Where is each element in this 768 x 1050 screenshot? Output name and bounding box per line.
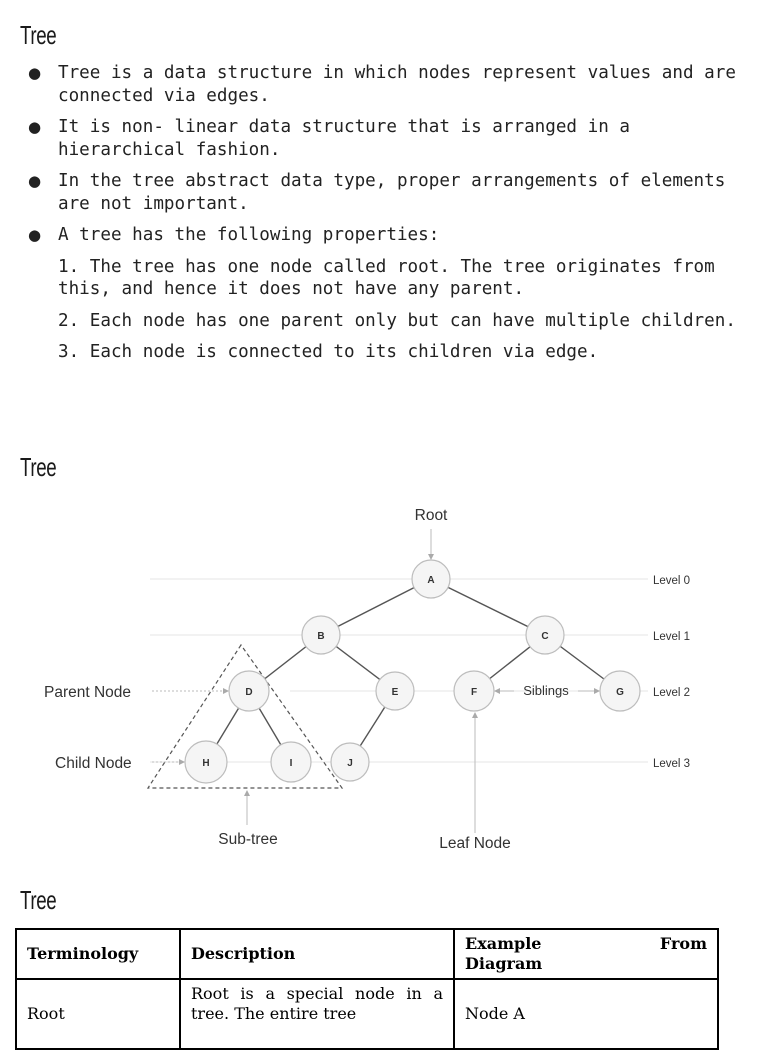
tree-node-g	[600, 671, 640, 711]
bullet-item	[26, 116, 761, 161]
svg-text:B: B	[317, 631, 325, 642]
svg-text:F: F	[470, 687, 478, 698]
svg-text:C: C	[541, 631, 549, 642]
svg-text:J: J	[347, 758, 353, 769]
tree-bullet-list	[26, 62, 761, 373]
section-heading-tree-table: Tree	[20, 885, 57, 915]
cell-terminology: Root	[16, 979, 180, 1049]
bullet-text: Tree is a data structure in which nodes represent values and are connected via edges.	[58, 63, 736, 106]
level-2-label: Level 2	[653, 687, 691, 699]
level-3-label: Level 3	[653, 758, 691, 770]
tree-node-d	[229, 671, 269, 711]
tree-node-a	[412, 560, 450, 598]
terminology-table	[15, 928, 719, 1050]
parent-node-label: Parent Node	[44, 684, 132, 701]
tree-node-i	[271, 742, 311, 782]
cell-description: Root is a special node in a tree. The entire tree	[180, 979, 454, 1049]
header-example-right: From	[659, 934, 707, 953]
section-heading-tree: Tree	[20, 20, 57, 50]
leaf-node-label: Leaf Node	[439, 835, 511, 852]
bullet-dot-icon: ●	[28, 226, 42, 244]
svg-text:G: G	[616, 687, 624, 698]
bullet-text: A tree has the following properties:	[58, 225, 440, 245]
bullet-item	[26, 224, 761, 364]
tree-node-e	[376, 672, 414, 710]
property-item: 3. Each node is connected to its children via edge.	[58, 342, 599, 362]
svg-text:E: E	[391, 687, 399, 698]
child-node-label: Child Node	[55, 755, 132, 772]
property-list	[58, 256, 761, 364]
siblings-label: Siblings	[523, 683, 569, 698]
svg-text:I: I	[289, 758, 293, 769]
cell-example: Node A	[454, 979, 718, 1049]
tree-node-b	[302, 616, 340, 654]
svg-text:D: D	[245, 687, 253, 698]
bullet-text: In the tree abstract data type, proper arrangements of elements are not important.	[58, 171, 726, 214]
level-0-label: Level 0	[653, 575, 691, 587]
header-example	[454, 929, 718, 979]
bullet-text: It is non- linear data structure that is arranged in a hierarchical fashion.	[58, 117, 630, 160]
svg-text:H: H	[202, 758, 210, 769]
tree-node-j	[331, 743, 369, 781]
bullet-dot-icon: ●	[28, 64, 42, 82]
root-label: Root	[414, 507, 448, 524]
tree-diagram	[0, 495, 768, 865]
level-1-label: Level 1	[653, 631, 691, 643]
property-item: 2. Each node has one parent only but can have multiple children.	[58, 310, 736, 331]
header-example-bottom: Diagram	[465, 954, 543, 973]
header-example-left: Example	[465, 934, 542, 953]
bullet-item	[26, 62, 761, 107]
property-item: 1. The tree has one node called root. The tree originates from this, and hence it does not have any parent.	[58, 256, 715, 299]
tree-node-c	[526, 616, 564, 654]
bullet-dot-icon: ●	[28, 118, 42, 136]
sub-tree-outline	[148, 645, 342, 788]
header-description: Description	[180, 929, 454, 979]
tree-edges	[206, 579, 620, 762]
tree-node-f	[454, 671, 494, 711]
tree-node-h	[185, 741, 227, 783]
bullet-dot-icon: ●	[28, 172, 42, 190]
table-row	[16, 979, 718, 1049]
bullet-item	[26, 170, 761, 215]
table-header-row	[16, 929, 718, 979]
header-terminology: Terminology	[16, 929, 180, 979]
svg-text:A: A	[427, 575, 435, 586]
section-heading-tree-diagram: Tree	[20, 452, 57, 482]
sub-tree-label: Sub-tree	[218, 831, 278, 848]
